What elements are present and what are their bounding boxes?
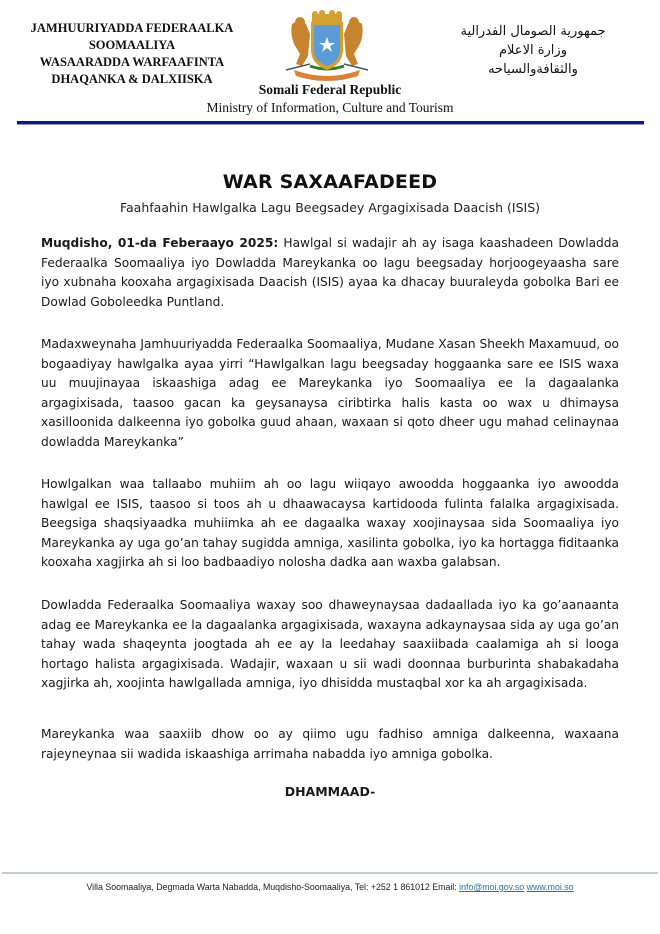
document-subtitle: Faahfaahin Hawlgalka Lagu Beegsadey Argagixisada Daacish (ISIS)	[119, 200, 541, 215]
header-divider	[17, 121, 644, 124]
header-arabic-ministry-name	[428, 22, 638, 79]
header-right-line: وزارة الاعلام	[499, 43, 567, 58]
document-title: WAR SAXAAFADEED	[222, 171, 438, 193]
header-left-line: SOOMAALIYA	[88, 38, 176, 52]
paragraph-text: Hawlgal si wadajir ah ay isaga kaashadeen Dowladda Federaalka Soomaaliya iyo Dowladda Mareykanka oo lagu beegsaday horjoogeyaasha sare iyo xubnaha kooxaha argagixisada Daacish (ISIS) ayaa ka dhacay buuraleyda gobolka Bari ee Dowlad Goboleedka Puntland.	[41, 236, 619, 309]
paragraph: Madaxweynaha Jamhuuriyadda Federaalka Soomaaliya, Mudane Xasan Sheekh Maxamuud, oo bogaadiyay hawlgalka ayaa yirri “Hawlgalkan lagu beegsaday hoggaanka sare ee ISIS waxa uu muujinayaa iskaashiga adag ee Mareykanka iyo Soomaaliya ee la dagaalanka argagixisada, taasoo gacan ka geysanaysa ciribtirka halis kasta oo wax u dhimaysa xasilloonida dalkeenna iyo gobolka guud ahaan, waxaan si qoto dheer ugu mahad celinaynaa dowladda Mareykanka”	[41, 337, 619, 449]
paragraph: Dowladda Federaalka Soomaaliya waxay soo dhaweynaysaa dadaallada iyo ka go’aanaanta adag ee Mareykanka ee la dagaalanka argagixisada, waxayna adkaynaysaa sida ay uga go’an tahay wada shaqeynta joogtada ah ee ay la leedahay saaxiibada caalamiga ah si looga hortago halista argagixisada. Wadajir, waxaan u sii wadi doonnaa burburinta shabakadaha xagjirka ah, xoojinta hawlgallada amniga, iyo dhisidda mustaqbal xor ka ah argagixisada.	[41, 598, 619, 690]
footer-address: Villa Soomaaliya, Degmada Warta Nabadda, Muqdisho-Soomaaliya, Tel: +252 1 861012 Email:	[86, 882, 457, 892]
header-left-line: JAMHUURIYADDA FEDERAALKA	[30, 21, 234, 35]
closing-mark: DHAMMAAD-	[284, 784, 376, 799]
republic-name: Somali Federal Republic	[258, 82, 402, 97]
header-left-line: DHAQANKA & DALXIISKA	[51, 72, 213, 86]
paragraph: Howlgalkan waa tallaabo muhiim ah oo lagu wiiqayo awoodda hoggaanka iyo awoodda hawlgal ee ISIS, taasoo si toos ah u dhaawacaysa kartidooda fulinta falalka argagixisada. Beegsiga shaqsiyaadka muhiimka ah ee dagaalka waxay xoojinaysaa sida Soomaaliya iyo Mareykanka ay uga go’an tahay sugidda amniga, xasilinta gobolka, iyo ka hortagga fiditaanka kooxaha xagjirka ah si loo badbaadiyo nolosha dadka aan waxba galabsan.	[41, 477, 619, 569]
footer-email-link[interactable]: info@moi.gov.so	[459, 882, 525, 892]
ministry-name: Ministry of Information, Culture and Tourism	[206, 100, 454, 115]
header-right-line: جمهورية الصومال الفدرالية	[460, 24, 606, 39]
paragraph: Mareykanka waa saaxiib dhow oo ay qiimo ugu fadhiso amniga dalkeenna, waxaana rajeyneynaa sii wadida iskaashiga arrimaha nabadda iyo amniga gobolka.	[41, 727, 619, 761]
dateline: Muqdisho, 01-da Feberaayo 2025:	[41, 236, 279, 250]
coat-of-arms-icon	[280, 10, 374, 82]
header-right-line: والثقافةوالسياحه	[488, 62, 578, 77]
footer	[0, 882, 660, 892]
header-somali-ministry-name	[22, 20, 242, 88]
header-left-line: WASAARADDA WARFAAFINTA	[39, 55, 225, 69]
footer-divider	[2, 872, 658, 874]
footer-website-link[interactable]: www.moi.so	[526, 882, 574, 892]
header-english-ministry-name	[160, 80, 500, 117]
paragraph	[41, 234, 619, 312]
